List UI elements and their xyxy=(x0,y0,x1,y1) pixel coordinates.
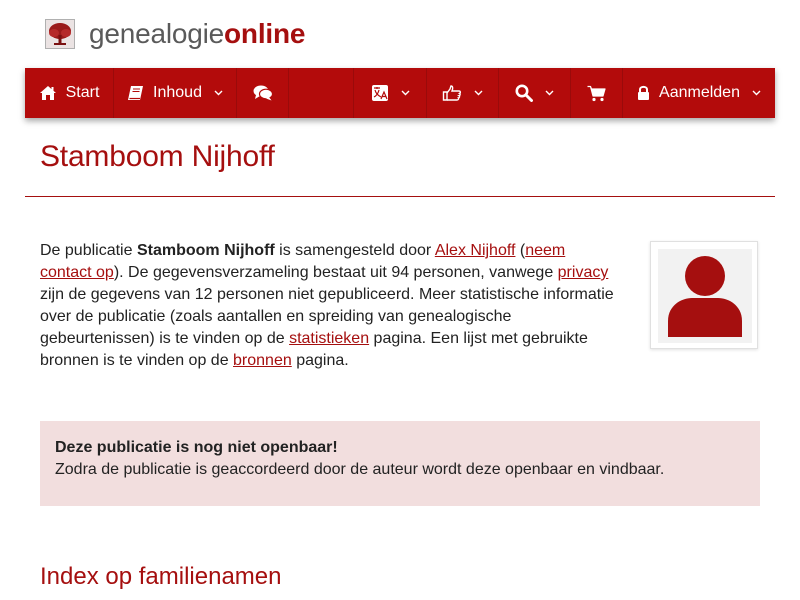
intro-text: pagina. Een lijst met gebruikte bronnen is te vinden op de xyxy=(40,330,588,369)
search-icon xyxy=(515,84,533,102)
publication-name: Stamboom Nijhoff xyxy=(136,242,275,259)
nav-shop[interactable] xyxy=(571,68,623,118)
nav-contents[interactable] xyxy=(114,68,237,118)
avatar-frame xyxy=(658,249,752,343)
unpublished-notice xyxy=(40,421,760,506)
family-tree-logo-icon xyxy=(45,19,75,49)
intro-text: is samengesteld door xyxy=(274,242,435,259)
user-icon xyxy=(658,249,752,343)
nav-start-label: Start xyxy=(65,84,100,101)
contact-link[interactable]: neem contact op xyxy=(40,242,566,281)
site-name-part2: online xyxy=(224,18,306,49)
comments-icon xyxy=(253,85,273,101)
intro-text: pagina. xyxy=(291,352,349,369)
chevron-down-icon xyxy=(401,90,410,96)
statistics-link[interactable]: statistieken xyxy=(289,330,370,347)
nav-login[interactable] xyxy=(623,68,775,118)
privacy-link[interactable]: privacy xyxy=(557,264,609,281)
home-icon xyxy=(39,85,57,101)
page-title: Stamboom Nijhoff xyxy=(40,140,275,173)
intro-text: De publicatie xyxy=(40,242,137,259)
nav-start[interactable] xyxy=(25,68,114,118)
nav-recommend[interactable] xyxy=(427,68,499,118)
chevron-down-icon xyxy=(545,90,554,96)
chevron-down-icon xyxy=(214,90,223,96)
author-link[interactable]: Alex Nijhoff xyxy=(434,242,516,259)
shopping-cart-icon xyxy=(587,85,606,102)
lock-icon xyxy=(637,85,650,101)
site-name xyxy=(89,18,305,50)
intro-text: zijn de gegevens van 12 personen niet gepubliceerd. Meer statistische informatie over de publicatie (zoals aantallen en spreiding van genealogische gebeurtenissen) is te vinden op de xyxy=(40,286,614,347)
surname-index-heading: Index op familienamen xyxy=(40,563,282,590)
publication-intro xyxy=(40,240,615,372)
nav-search[interactable] xyxy=(499,68,571,118)
language-icon xyxy=(371,84,389,102)
notice-title: Deze publicatie is nog niet openbaar! xyxy=(55,439,338,456)
nav-contents-label: Inhoud xyxy=(153,84,202,101)
site-name-part1: genealogie xyxy=(89,18,225,49)
nav-login-label: Aanmelden xyxy=(659,84,740,101)
chevron-down-icon xyxy=(474,90,483,96)
main-navbar xyxy=(25,68,775,118)
chevron-down-icon xyxy=(752,90,761,96)
notice-text: Zodra de publicatie is geaccordeerd door de auteur wordt deze openbaar en vindbaar. xyxy=(55,461,665,478)
sources-link[interactable]: bronnen xyxy=(233,352,292,369)
site-logo[interactable] xyxy=(45,18,305,50)
nav-spacer xyxy=(289,68,354,118)
title-divider xyxy=(25,196,775,197)
thumbs-up-icon xyxy=(442,85,462,101)
book-icon xyxy=(127,85,144,101)
intro-text: ( xyxy=(515,242,526,259)
nav-language[interactable] xyxy=(354,68,427,118)
intro-text: ). De gegevensverzameling bestaat uit 94 personen, vanwege xyxy=(113,264,558,281)
nav-forum[interactable] xyxy=(237,68,289,118)
author-avatar[interactable] xyxy=(650,241,758,349)
